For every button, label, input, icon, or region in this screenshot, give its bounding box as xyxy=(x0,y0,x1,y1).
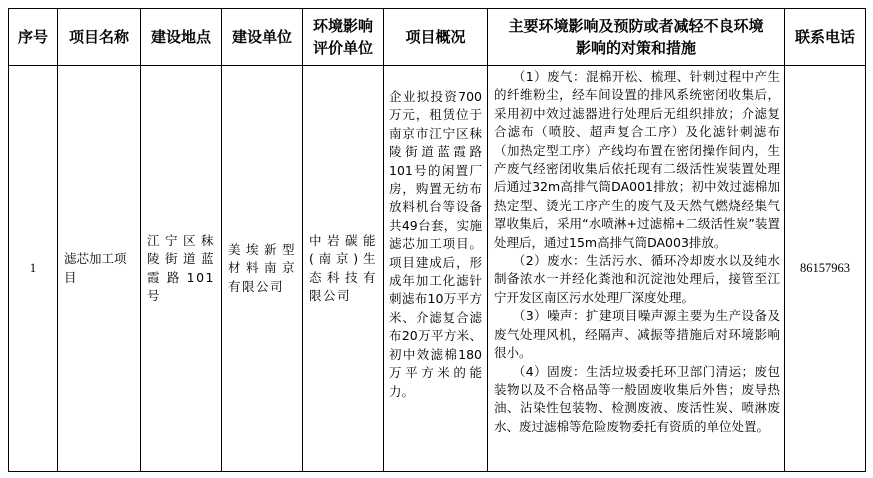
cell-phone: 86157963 xyxy=(785,66,866,472)
header-no: 序号 xyxy=(9,9,58,66)
eia-announcement-table xyxy=(8,8,866,472)
cell-measures xyxy=(488,66,785,472)
cell-location: 江宁区秣陵街道蓝霞路101号 xyxy=(141,66,222,472)
cell-no: 1 xyxy=(9,66,58,472)
measure-waste-gas: （1）废气：混棉开松、梳理、针刺过程中产生的纤维粉尘，经车间设置的排风系统密闭收集后，采用初中效过滤器进行处理后无组织排放；介滤复合滤布（喷胶、超声复合工序）及化滤针刺滤布（加热定型工序）产线均布置在密闭操作间内，生产废气经密闭收集后依托现有二级活性炭装置处理后通过32m高排气筒DA001排放；初中效过滤棉加热定型、烫光工序产生的废气及天然气燃烧经集气罩收集后，采用“水喷淋+过滤棉+二级活性炭”装置处理后，通过15m高排气筒DA003排放。 xyxy=(494,69,780,250)
header-phone: 联系电话 xyxy=(785,9,866,66)
measure-solid-waste: （4）固废：生活垃圾委托环卫部门清运；废包装物以及不合格品等一般固废收集后外售；废导热油、沾染性包装物、检测废液、废活性炭、喷淋废水、废过滤棉等危险废物委托有资质的单位处置。 xyxy=(494,363,780,434)
header-row xyxy=(9,9,866,66)
header-location: 建设地点 xyxy=(141,9,222,66)
cell-builder: 美埃新型材料南京有限公司 xyxy=(222,66,303,472)
header-builder: 建设单位 xyxy=(222,9,303,66)
overview-text: 企业拟投资700万元，租赁位于南京市江宁区秣陵街道蓝霞路101号的闲置厂房，购置无纺布放料机台等设备共49台套，实施滤芯加工项目。项目建成后，形成年加工化滤针刺滤布10万平方米、介滤复合滤布20万平方米、初中效滤棉180万平方米的能力。 xyxy=(389,89,482,399)
measure-noise: （3）噪声：扩建项目噪声源主要为生产设备及废气处理风机，经隔声、减振等措施后对环境影响很小。 xyxy=(494,308,780,361)
header-overview: 项目概况 xyxy=(384,9,488,66)
header-project-name: 项目名称 xyxy=(58,9,141,66)
table-row xyxy=(9,66,866,472)
header-measures: 主要环境影响及预防或者减轻不良环境影响的对策和措施 xyxy=(488,9,785,66)
cell-project-name: 滤芯加工项目 xyxy=(58,66,141,472)
cell-eia-unit: 中岩碳能(南京)生态科技有限公司 xyxy=(303,66,384,472)
header-eia-unit: 环境影响评价单位 xyxy=(303,9,384,66)
measure-waste-water: （2）废水：生活污水、循环冷却废水以及纯水制备浓水一并经化粪池和沉淀池处理后，接管至江宁开发区南区污水处理厂深度处理。 xyxy=(494,253,780,305)
cell-overview xyxy=(384,66,488,472)
